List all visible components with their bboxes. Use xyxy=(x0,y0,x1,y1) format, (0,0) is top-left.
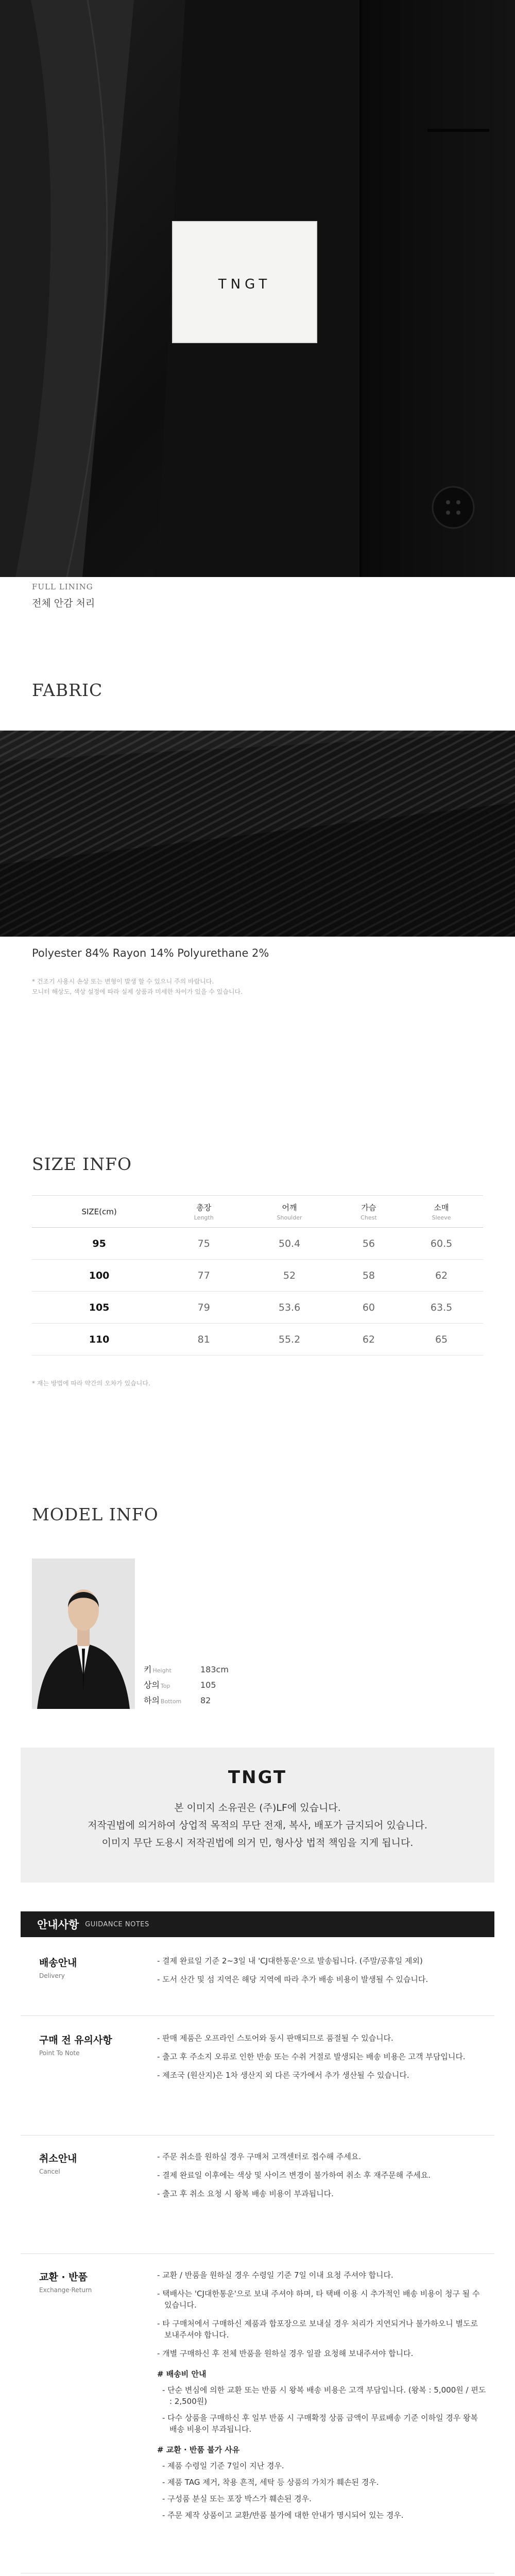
size-header-chest: 가슴 Chest xyxy=(338,1196,400,1228)
shoulder-cell: 50.4 xyxy=(241,1228,337,1260)
table-row xyxy=(32,1228,483,1260)
model-key: 키 Height xyxy=(144,1665,171,1674)
guide-sub-item: - 제품 수령일 기준 7일이 지난 경우. xyxy=(162,2461,284,2470)
guidance-header xyxy=(21,1911,494,1937)
sleeve-cell: 60.5 xyxy=(400,1228,483,1260)
fabric-texture-photo xyxy=(0,731,515,937)
fabric-note-line: * 건조기 사용시 손상 또는 변형이 발생 할 수 있으니 주의 바랍니다. xyxy=(32,978,214,985)
guide-sub-item: - 단순 변심에 의한 교환 또는 반품 시 왕복 배송 비용은 고객 부담입니다. (왕복 : 5,000원 / 편도 : 2,500원) xyxy=(162,2385,486,2406)
model-value: 82 xyxy=(200,1696,211,1705)
notice-line: 저작권법에 의거하여 상업적 목적의 무단 전재, 복사, 배포가 금지되어 있습니다. xyxy=(88,1820,427,1831)
lining-detail-photo xyxy=(0,0,515,577)
chest-cell: 58 xyxy=(338,1260,400,1292)
model-photo xyxy=(32,1558,135,1709)
copyright-notice xyxy=(21,1748,494,1883)
guide-section-cancel xyxy=(21,2151,494,2254)
guide-item: - 교환 / 반품을 원하실 경우 수령일 기준 7일 이내 요청 주셔야 합니다. xyxy=(157,2270,393,2280)
guide-item: - 도서 산간 및 섬 지역은 해당 지역에 따라 추가 배송 비용이 발생될 수 있습니다. xyxy=(157,1975,428,1984)
sleeve-cell: 65 xyxy=(400,1324,483,1355)
shipping-fee-subtitle: # 배송비 안내 xyxy=(157,2369,207,2379)
guide-item: - 개별 구매하신 후 전체 반품을 원하실 경우 일괄 요청해 보내주셔야 합니다. xyxy=(157,2349,414,2358)
size-note: * 재는 방법에 따라 약간의 오차가 있습니다. xyxy=(32,1380,150,1387)
length-cell: 75 xyxy=(166,1228,241,1260)
length-cell: 81 xyxy=(166,1324,241,1355)
table-row xyxy=(32,1292,483,1324)
guide-section-exchange-return xyxy=(21,2269,494,2573)
model-row-bottom xyxy=(144,1694,229,1709)
guide-body xyxy=(157,1955,487,1992)
guide-item: - 판매 제품은 오프라인 스토어와 동시 판매되므로 품절될 수 있습니다. xyxy=(157,2033,393,2043)
guide-label: 교환 · 반품 Exchange·Return xyxy=(39,2272,92,2294)
model-value: 105 xyxy=(200,1680,216,1690)
table-row xyxy=(32,1324,483,1355)
guide-section-point-to-note xyxy=(21,2032,494,2136)
size-header-size: SIZE(cm) xyxy=(32,1196,166,1228)
size-cell: 100 xyxy=(32,1260,166,1292)
shoulder-cell: 52 xyxy=(241,1260,337,1292)
model-row-height xyxy=(144,1663,229,1679)
guide-label: 배송안내 Delivery xyxy=(39,1957,77,1979)
shoulder-cell: 53.6 xyxy=(241,1292,337,1324)
lining-label-ko: 전체 안감 처리 xyxy=(32,598,95,609)
guide-label: 구매 전 유의사항 Point To Note xyxy=(39,2035,112,2057)
return-restriction-subtitle: # 교환 · 반품 불가 사유 xyxy=(157,2445,240,2454)
model-info-title: MODEL INFO xyxy=(32,1504,159,1524)
guide-item: - 결제 완료일 기준 2~3일 내 'CJ대한통운'으로 발송됩니다. (주말/공휴일 제외) xyxy=(157,1956,423,1965)
notice-line: 본 이미지 소유권은 (주)LF에 있습니다. xyxy=(174,1802,341,1814)
lining-caption xyxy=(32,582,95,609)
guide-item: - 택배사는 'CJ대한통운'으로 보내 주셔야 하며, 타 택배 이용 시 추가적인 배송 비용이 청구 될 수 있습니다. xyxy=(157,2289,480,2310)
size-header-length: 총장 Length xyxy=(166,1196,241,1228)
guide-sub-item: - 제품 TAG 제거, 착용 흔적, 세탁 등 상품의 가치가 훼손된 경우. xyxy=(162,2478,379,2487)
size-table-header xyxy=(32,1196,483,1228)
size-cell: 95 xyxy=(32,1228,166,1260)
table-row xyxy=(32,1260,483,1292)
guide-label: 취소안내 Cancel xyxy=(39,2153,77,2175)
shoulder-cell: 55.2 xyxy=(241,1324,337,1355)
guide-item: - 타 구매처에서 구매하신 제품과 합포장으로 보내실 경우 처리가 지연되거나 불가하오니 별도로 보내주셔야 합니다. xyxy=(157,2319,478,2340)
guide-body xyxy=(157,2269,487,2526)
guide-sub-item: - 구성품 분실 또는 포장 박스가 훼손된 경우. xyxy=(162,2494,312,2503)
lining-brand-label: TNGT xyxy=(218,277,271,292)
guide-body xyxy=(157,2151,487,2207)
lining-label-en: FULL LINING xyxy=(32,582,93,591)
model-row-top xyxy=(144,1679,229,1694)
guide-item: - 출고 후 주소지 오류로 인한 반송 또는 수취 거절로 발생되는 배송 비용은 고객 부담입니다. xyxy=(157,2052,466,2061)
fabric-note-line: 모니터 해상도, 색상 설정에 따라 실제 상품과 미세한 차이가 있을 수 있습니다. xyxy=(32,988,243,995)
guide-body xyxy=(157,2032,487,2088)
fabric-notes xyxy=(32,976,243,997)
guide-item: - 출고 후 취소 요청 시 왕복 배송 비용이 부과됩니다. xyxy=(157,2189,334,2198)
size-table xyxy=(32,1195,483,1355)
guide-section-delivery xyxy=(21,1955,494,2016)
model-silhouette xyxy=(32,1558,135,1709)
chest-cell: 60 xyxy=(338,1292,400,1324)
size-header-shoulder: 어깨 Shoulder xyxy=(241,1196,337,1228)
notice-line: 이미지 무단 도용시 저작권법에 의거 민, 형사상 법적 책임을 지게 됩니다. xyxy=(101,1837,414,1849)
fabric-composition: Polyester 84% Rayon 14% Polyurethane 2% xyxy=(32,947,269,959)
brand-logo: TNGT xyxy=(228,1767,287,1788)
size-header-sleeve: 소매 Sleeve xyxy=(400,1196,483,1228)
guide-item: - 결제 완료일 이후에는 색상 및 사이즈 변경이 불가하여 취소 후 재주문해 주세요. xyxy=(157,2171,431,2180)
size-cell: 110 xyxy=(32,1324,166,1355)
guide-sub-item: - 주문 제작 상품이고 교환/반품 불가에 대한 안내가 명시되어 있는 경우. xyxy=(162,2511,404,2520)
chest-cell: 56 xyxy=(338,1228,400,1260)
length-cell: 77 xyxy=(166,1260,241,1292)
guide-sub-item: - 다수 상품을 구매하신 후 일부 반품 시 구매확정 상품 금액이 무료배송 기준 이하일 경우 왕복 배송 비용이 부과됩니다. xyxy=(162,2413,478,2434)
model-info-list xyxy=(144,1663,229,1709)
fabric-title: FABRIC xyxy=(32,680,103,700)
fabric-texture xyxy=(0,731,515,937)
guide-item: - 주문 취소를 원하실 경우 구매처 고객센터로 접수해 주세요. xyxy=(157,2152,362,2161)
jacket-lining-illustration xyxy=(0,0,515,577)
sleeve-cell: 62 xyxy=(400,1260,483,1292)
chest-cell: 62 xyxy=(338,1324,400,1355)
model-value: 183cm xyxy=(200,1665,229,1674)
size-info-title: SIZE INFO xyxy=(32,1154,132,1174)
guidance-subtitle: GUIDANCE NOTES xyxy=(85,1920,149,1928)
model-key: 상의 Top xyxy=(144,1680,170,1690)
size-cell: 105 xyxy=(32,1292,166,1324)
sleeve-cell: 63.5 xyxy=(400,1292,483,1324)
guidance-title: 안내사항 xyxy=(37,1919,79,1931)
model-key: 하의 Bottom xyxy=(144,1696,182,1705)
length-cell: 79 xyxy=(166,1292,241,1324)
guide-item: - 제조국 (원산지)은 1차 생산지 외 다른 국가에서 추가 생산될 수 있습니다. xyxy=(157,2071,409,2080)
